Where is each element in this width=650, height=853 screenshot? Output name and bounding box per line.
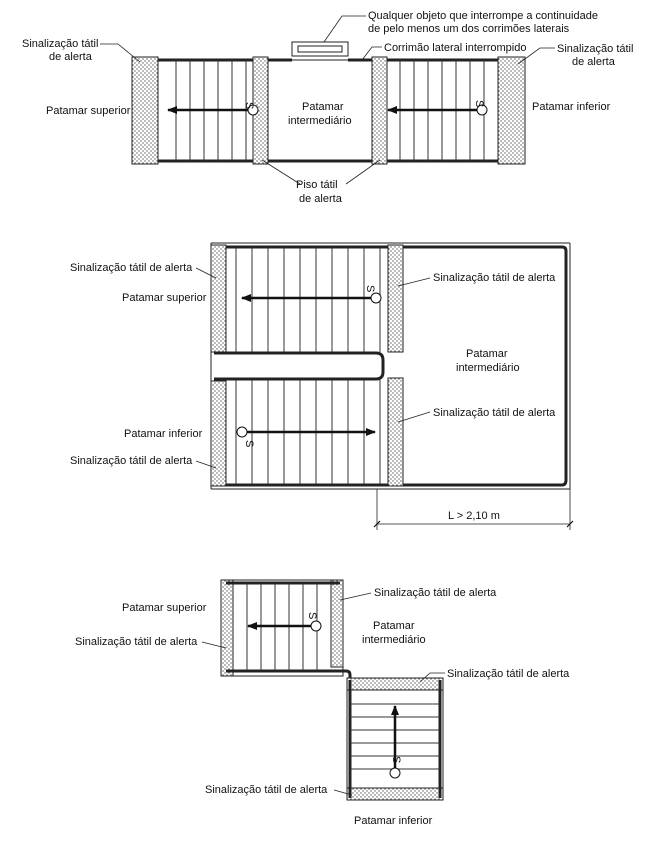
signal-label-left-2: de alerta — [49, 51, 92, 63]
floor-label-2: de alerta — [299, 193, 342, 205]
start-label-right: S — [473, 100, 485, 108]
dimension-line — [374, 489, 573, 530]
upper-landing-label: Patamar superior — [122, 292, 207, 304]
tactile-strip-lower-top — [347, 678, 443, 690]
signal-label-mid-right: Sinalização tátil de alerta — [433, 407, 556, 419]
tactile-strip-lower-right — [388, 378, 403, 486]
tactile-strip-upper-right — [331, 580, 343, 667]
signal-label-right: Sinalização tátil de alerta — [447, 668, 570, 680]
upper-landing-label: Patamar superior — [46, 105, 131, 117]
flight-upper — [247, 583, 321, 670]
signal-label-left: Sinalização tátil de alerta — [75, 636, 198, 648]
intermediate-landing-label-1: Patamar — [466, 348, 508, 360]
upper-flight-outline — [221, 580, 343, 676]
intermediate-landing-label-2: intermediário — [288, 115, 352, 127]
diagram-straight-stair — [22, 10, 633, 205]
flight-lower — [236, 380, 380, 484]
lower-landing-label: Patamar inferior — [354, 815, 433, 827]
upper-landing-label: Patamar superior — [122, 602, 207, 614]
start-label-lower: S — [243, 440, 255, 448]
start-label-upper: S — [364, 285, 376, 293]
handrail-label: Corrimão lateral interrompido — [384, 42, 527, 54]
flight-upper — [236, 247, 381, 352]
flight-right — [387, 60, 498, 161]
intermediate-landing-label-1: Patamar — [302, 101, 344, 113]
note-obstacle-line1: Qualquer objeto que interrompe a continuidade — [368, 10, 598, 22]
lower-landing-label: Patamar inferior — [124, 428, 203, 440]
note-obstacle-line2: de pelo menos um dos corrimões laterais — [368, 23, 570, 35]
intermediate-landing-label-2: intermediário — [362, 634, 426, 646]
start-label-lower: S — [390, 756, 402, 764]
intermediate-landing-label-2: intermediário — [456, 362, 520, 374]
flight-left — [158, 60, 258, 161]
signal-label-bottom: Sinalização tátil de alerta — [205, 784, 328, 796]
intermediate-landing-label-1: Patamar — [373, 620, 415, 632]
signal-label-bottom-left: Sinalização tátil de alerta — [70, 455, 193, 467]
signal-label-top-right: Sinalização tátil de alerta — [374, 587, 497, 599]
diagram-l-stair — [75, 580, 570, 827]
flight-lower — [350, 704, 440, 778]
start-label-left: S — [243, 102, 255, 110]
tactile-strip-upper-left — [211, 245, 226, 352]
tactile-strip-lower-left — [211, 381, 226, 486]
diagram-u-stair — [70, 243, 573, 530]
tactile-strip-lower-right — [498, 57, 525, 164]
tactile-strip-upper-left — [132, 57, 158, 164]
signal-label-top-left: Sinalização tátil de alerta — [70, 262, 193, 274]
tactile-strip-upper-right — [388, 245, 403, 352]
tactile-strip-mid-right — [372, 57, 387, 164]
tactile-strip-upper-left — [221, 580, 233, 676]
floor-label-1: Piso tátil — [296, 179, 338, 191]
signal-label-left-1: Sinalização tátil — [22, 38, 99, 50]
signal-label-top-right: Sinalização tátil de alerta — [433, 272, 556, 284]
signal-label-right-1: Sinalização tátil — [557, 43, 634, 55]
tactile-strip-lower-bottom — [347, 788, 443, 800]
signal-label-right-2: de alerta — [572, 56, 615, 68]
lower-landing-label: Patamar inferior — [532, 101, 611, 113]
dimension-label: L > 2,10 m — [448, 510, 500, 522]
start-label-upper: S — [306, 612, 318, 620]
